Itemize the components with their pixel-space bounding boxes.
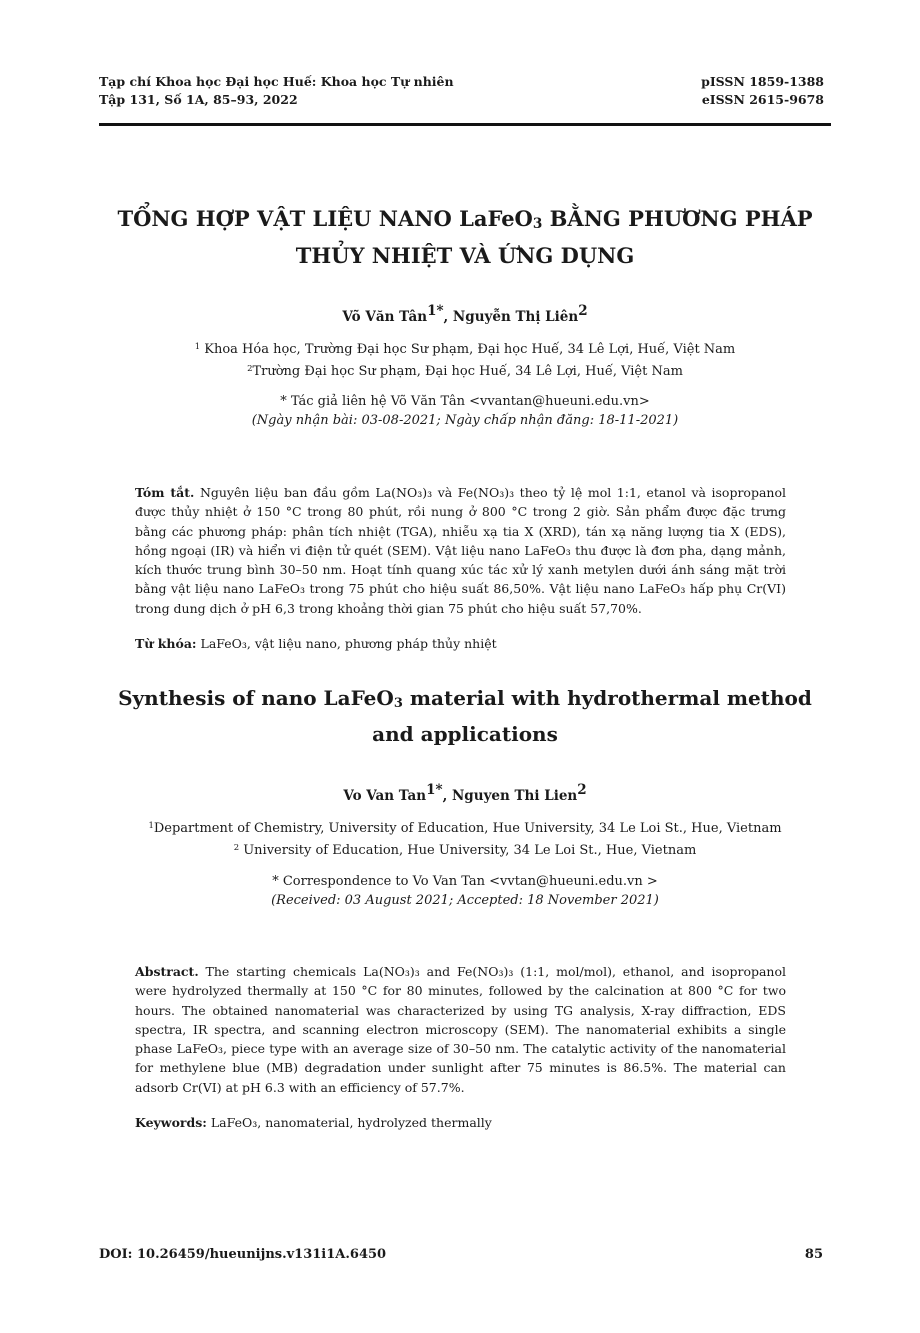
issn-block xyxy=(701,73,824,109)
vietnamese-correspondence: * Tác giả liên hệ Võ Văn Tân <vvantan@hueuni.edu.vn> (Ngày nhận bài: 03-08-2021; Ngày chấp nhận đăng: 18-11-2021) xyxy=(251,394,679,428)
affiliation-2: $^2$ University of Education, Hue University, 34 Le Loi St., Hue, Vietnam xyxy=(233,841,697,858)
journal-volume: Tập 131, Số 1A, 85–93, 2022 xyxy=(99,92,298,107)
affiliation-2: $^2$Trường Đại học Sư phạm, Đại học Huế, 34 Lê Lợi, Huế, Việt Nam xyxy=(247,362,683,379)
pissn: pISSN 1859-1388 xyxy=(701,74,824,89)
page-number: 85 xyxy=(804,1247,823,1262)
vietnamese-keywords: Từ khóa: LaFeO₃, vật liệu nano, phương pháp thủy nhiệt xyxy=(135,636,497,651)
vietnamese-affiliations xyxy=(99,337,831,381)
journal-name: Tạp chí Khoa học Đại học Huế: Khoa học Tự nhiên xyxy=(99,74,454,89)
vietnamese-authors: Võ Văn Tân1*, Nguyễn Thị Liên2 xyxy=(342,303,588,326)
vietnamese-abstract: Tóm tắt. Nguyên liệu ban đầu gồm La(NO₃)₃ và Fe(NO₃)₃ theo tỷ lệ mol 1:1, etanol và isopropanol được thủy nhiệt ở 150 °C trong 80 phút, rồi nung ở 800 °C trong 2 giờ. Sản phẩm được đặc trưng bằng các phương pháp: phân tích nhiệt (TGA), nhiễu xạ tia X (XRD), tán xạ năng lượng tia X (EDS), hồng ngoại (IR) và hiển vi điện tử quét (SEM). Vật liệu nano LaFeO₃ thu được là đơn pha, dạng mảnh, kích thước trung bình 30–50 nm. Hoạt tính quang xúc tác xử lý xanh metylen dưới ánh sáng mặt trời bằng vật liệu nano LaFeO₃ trong 75 phút cho hiệu suất 86,50%. Vật liệu nano LaFeO₃ hấp phụ Cr(VI) trong dung dịch ở pH 6,3 trong khoảng thời gian 75 phút cho hiệu suất 57,70%. xyxy=(135,485,786,616)
affiliation-1: $^1$ Khoa Hóa học, Trường Đại học Sư phạm, Đại học Huế, 34 Lê Lợi, Huế, Việt Nam xyxy=(194,341,736,357)
english-affiliations xyxy=(99,816,831,860)
vietnamese-title: TỔNG HỢP VẬT LIỆU NANO LaFeO3 BẰNG PHƯƠNG PHÁP THỦY NHIỆT VÀ ỨNG DỤNG xyxy=(117,206,813,269)
english-authors: Vo Van Tan1*, Nguyen Thi Lien2 xyxy=(343,782,587,805)
journal-header xyxy=(99,73,454,109)
english-keywords: Keywords: LaFeO₃, nanomaterial, hydrolyzed thermally xyxy=(135,1115,492,1130)
english-correspondence: * Correspondence to Vo Van Tan <vvtan@hueuni.edu.vn > (Received: 03 August 2021; Accepted: 18 November 2021) xyxy=(271,874,659,908)
affiliation-1: $^1$Department of Chemistry, University of Education, Hue University, 34 Le Loi St., Hue, Vietnam xyxy=(148,820,782,836)
eissn: eISSN 2615-9678 xyxy=(701,92,824,107)
header-divider xyxy=(99,123,831,126)
english-abstract: Abstract. The starting chemicals La(NO₃)₃ and Fe(NO₃)₃ (1:1, mol/mol), ethanol, and isopropanol were hydrolyzed thermally at 150 °C for 80 minutes, followed by the calcination at 800 °C for two hours. The obtained nanomaterial was characterized by using TG analysis, X-ray diffraction, EDS spectra, IR spectra, and scanning electron microscopy (SEM). The nanomaterial exhibits a single phase LaFeO₃, piece type with an average size of 30–50 nm. The catalytic activity of the nanomaterial for methylene blue (MB) degradation under sunlight after 75 minutes is 86.5%. The material can adsorb Cr(VI) at pH 6.3 with an efficiency of 57.7%. xyxy=(135,964,786,1095)
doi-link[interactable]: DOI: 10.26459/hueunijns.v131i1A.6450 xyxy=(99,1247,387,1262)
english-title: Synthesis of nano LaFeO3 material with hydrothermal method and applications xyxy=(118,686,812,746)
